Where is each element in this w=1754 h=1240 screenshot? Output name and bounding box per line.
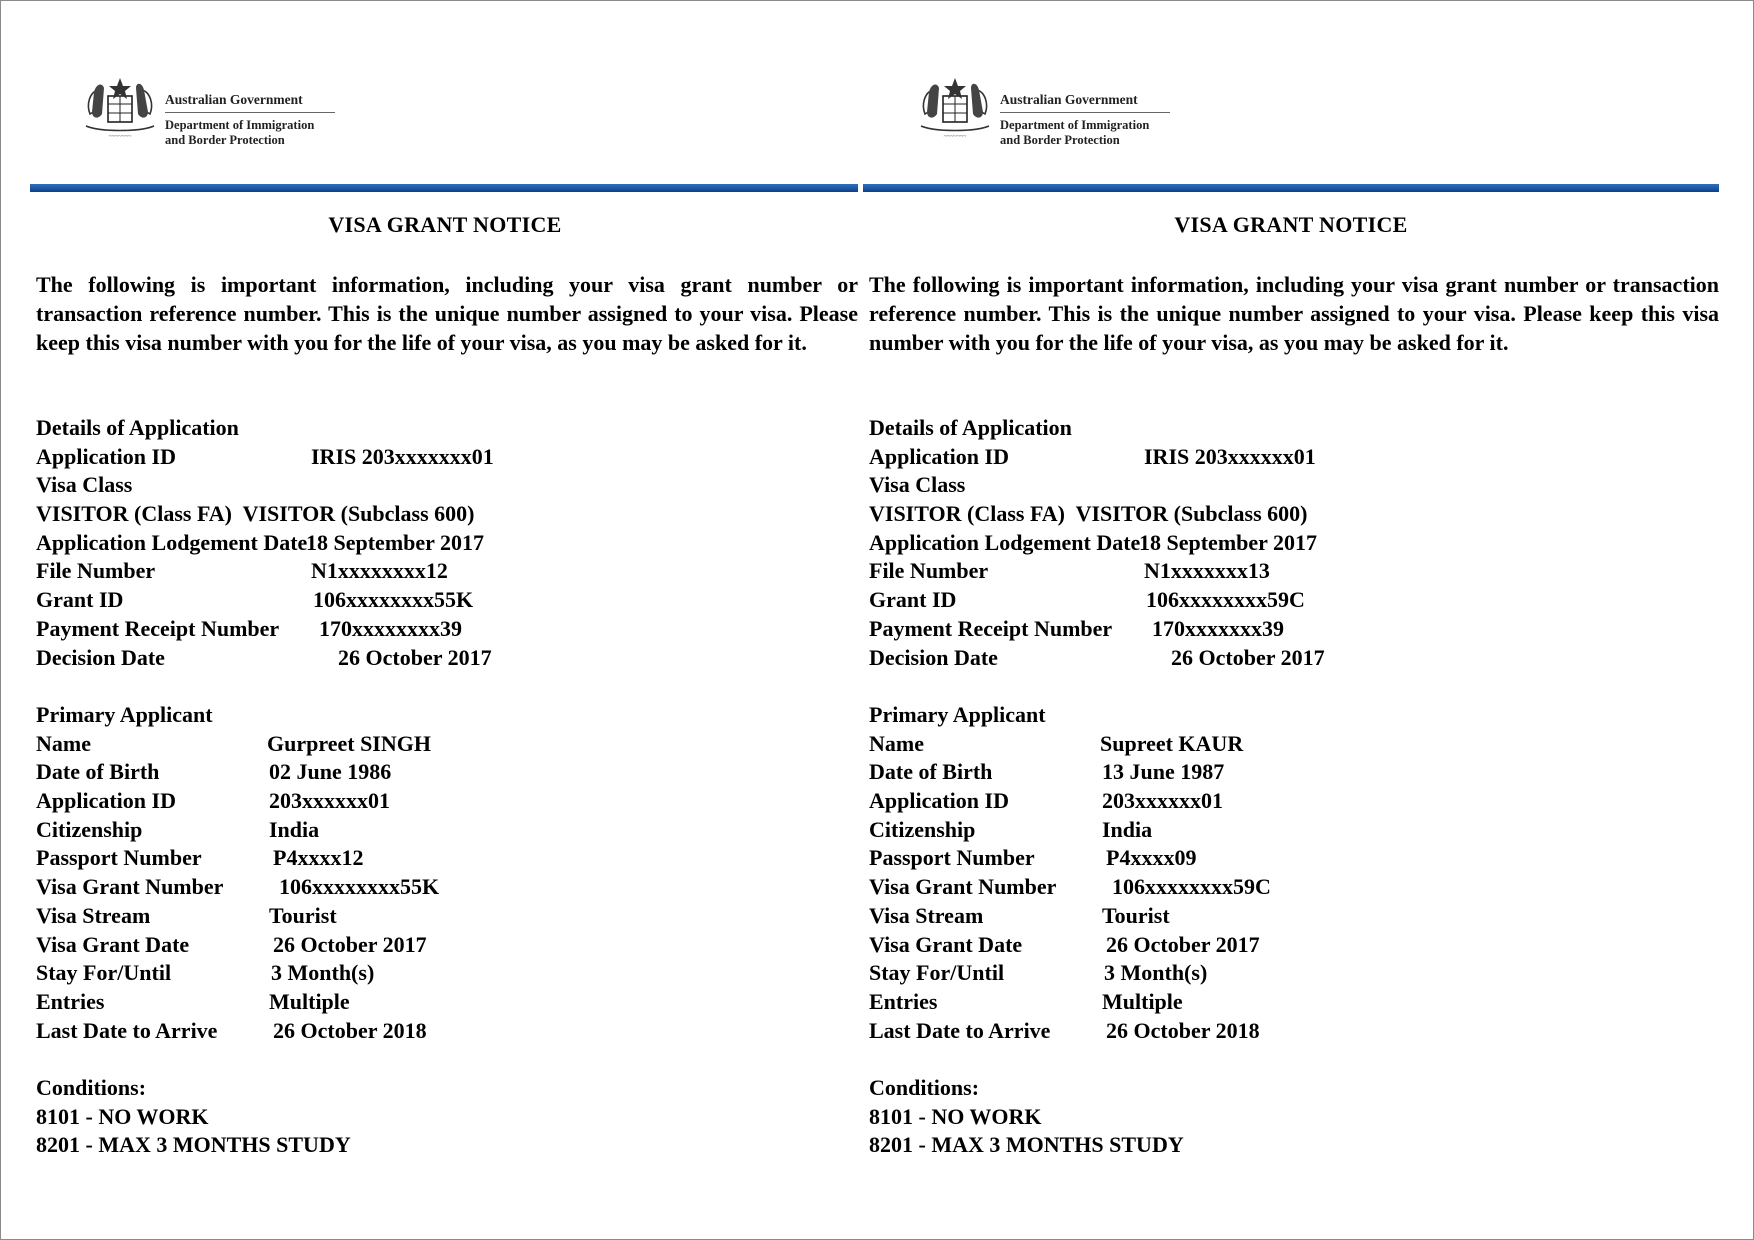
- field-label: Application ID: [36, 788, 176, 814]
- field-label: Payment Receipt Number: [869, 615, 1113, 641]
- citizenship-value: India: [1102, 816, 1153, 842]
- application-id-value: IRIS 203xxxxxxx01: [311, 443, 494, 469]
- visa-notice-right: [833, 0, 1719, 1240]
- decision-date-value: 26 October 2017: [1171, 644, 1325, 670]
- field-label: File Number: [869, 558, 989, 584]
- section-heading: Primary Applicant: [36, 702, 213, 727]
- section-heading: Conditions:: [869, 1075, 980, 1100]
- file-number-value: N1xxxxxxxx12: [311, 558, 448, 584]
- payment-receipt-value: 170xxxxxxx39: [1152, 615, 1284, 641]
- government-header: [80, 74, 400, 154]
- field-label: Passport Number: [36, 845, 202, 871]
- field-label: Visa Grant Number: [869, 874, 1057, 900]
- stay-value: 3 Month(s): [271, 960, 375, 986]
- lodgement-date-value: 18 September 2017: [1139, 529, 1318, 555]
- visa-class-value: VISITOR (Class FA) VISITOR (Subclass 600): [869, 501, 1308, 527]
- citizenship-value: India: [269, 816, 320, 842]
- field-label: Name: [869, 730, 924, 756]
- field-label: Stay For/Until: [36, 960, 172, 986]
- field-label: Visa Class: [869, 472, 966, 498]
- field-label: File Number: [36, 558, 156, 584]
- condition-item: 8101 - NO WORK: [36, 1103, 209, 1129]
- grant-number-value: 106xxxxxxxx55K: [279, 874, 440, 900]
- last-date-value: 26 October 2018: [1106, 1017, 1260, 1043]
- section-heading: Primary Applicant: [869, 702, 1046, 727]
- field-label: Citizenship: [869, 816, 976, 842]
- field-label: Grant ID: [869, 587, 957, 613]
- department-name-line2: and Border Protection: [1000, 133, 1120, 147]
- field-label: Entries: [36, 988, 105, 1014]
- department-name-line2: and Border Protection: [165, 133, 285, 147]
- field-label: Visa Grant Date: [36, 931, 190, 957]
- coat-of-arms-icon: [915, 74, 995, 142]
- intro-paragraph: The following is important information, including your visa grant number or transaction reference number. This is the unique number assigned to your visa. Please keep this visa number with you for the life of your visa, as you may be asked for it.: [869, 272, 1719, 355]
- field-label: Last Date to Arrive: [36, 1017, 218, 1043]
- department-name-line1: Department of Immigration: [1000, 118, 1150, 132]
- applicant-id-value: 203xxxxxx01: [1102, 788, 1223, 814]
- grant-date-value: 26 October 2017: [1106, 931, 1260, 957]
- field-label: Application ID: [869, 788, 1009, 814]
- application-id-value: IRIS 203xxxxxx01: [1144, 443, 1316, 469]
- section-heading: Conditions:: [36, 1075, 147, 1100]
- grant-date-value: 26 October 2017: [273, 931, 427, 957]
- field-label: Application ID: [869, 443, 1009, 469]
- passport-value: P4xxxx09: [1106, 845, 1197, 871]
- condition-item: 8201 - MAX 3 MONTHS STUDY: [869, 1132, 1184, 1158]
- field-label: Citizenship: [36, 816, 143, 842]
- field-label: Application Lodgement Date: [36, 529, 308, 555]
- field-label: Passport Number: [869, 845, 1035, 871]
- lodgement-date-value: 18 September 2017: [306, 529, 485, 555]
- header-rule: [30, 184, 858, 192]
- field-label: Grant ID: [36, 587, 124, 613]
- applicant-id-value: 203xxxxxx01: [269, 788, 390, 814]
- intro-paragraph: The following is important information, including your visa grant number or transaction reference number. This is the unique number assigned to your visa. Please keep this visa number with you for the life of your visa, as you may be asked for it.: [36, 272, 858, 355]
- field-label: Visa Class: [36, 472, 133, 498]
- applicant-name-value: Supreet KAUR: [1100, 730, 1244, 756]
- entries-value: Multiple: [269, 988, 350, 1014]
- entries-value: Multiple: [1102, 988, 1183, 1014]
- field-label: Date of Birth: [36, 759, 160, 785]
- stream-value: Tourist: [1102, 902, 1170, 928]
- passport-value: P4xxxx12: [273, 845, 364, 871]
- visa-class-value: VISITOR (Class FA) VISITOR (Subclass 600): [36, 501, 475, 527]
- department-text: [1000, 92, 1230, 148]
- field-label: Application ID: [36, 443, 176, 469]
- svg-text:~~~~~~~: ~~~~~~~: [943, 134, 967, 140]
- field-label: Payment Receipt Number: [36, 615, 280, 641]
- dob-value: 13 June 1987: [1102, 759, 1225, 785]
- section-heading: Details of Application: [869, 415, 1072, 440]
- field-label: Visa Grant Date: [869, 931, 1023, 957]
- field-label: Entries: [869, 988, 938, 1014]
- field-label: Visa Stream: [36, 902, 151, 928]
- field-label: Decision Date: [869, 644, 998, 670]
- field-label: Application Lodgement Date: [869, 529, 1141, 555]
- file-number-value: N1xxxxxxx13: [1144, 558, 1270, 584]
- grant-id-value: 106xxxxxxxx55K: [313, 587, 474, 613]
- payment-receipt-value: 170xxxxxxxx39: [319, 615, 462, 641]
- field-label: Last Date to Arrive: [869, 1017, 1051, 1043]
- applicant-name-value: Gurpreet SINGH: [267, 730, 431, 756]
- condition-item: 8101 - NO WORK: [869, 1103, 1042, 1129]
- government-header: [915, 74, 1235, 154]
- dob-value: 02 June 1986: [269, 759, 392, 785]
- last-date-value: 26 October 2018: [273, 1017, 427, 1043]
- department-text: [165, 92, 395, 148]
- svg-text:~~~~~~~: ~~~~~~~: [108, 134, 132, 140]
- government-name: Australian Government: [165, 92, 335, 113]
- government-name: Australian Government: [1000, 92, 1170, 113]
- grant-id-value: 106xxxxxxxx59C: [1146, 587, 1305, 613]
- field-label: Name: [36, 730, 91, 756]
- department-name-line1: Department of Immigration: [165, 118, 315, 132]
- field-label: Visa Grant Number: [36, 874, 224, 900]
- grant-number-value: 106xxxxxxxx59C: [1112, 874, 1271, 900]
- condition-item: 8201 - MAX 3 MONTHS STUDY: [36, 1132, 351, 1158]
- field-label: Visa Stream: [869, 902, 984, 928]
- notice-title: VISA GRANT NOTICE: [328, 212, 562, 237]
- visa-notice-left: [0, 0, 858, 1240]
- section-heading: Details of Application: [36, 415, 239, 440]
- field-label: Date of Birth: [869, 759, 993, 785]
- notice-title: VISA GRANT NOTICE: [1174, 212, 1408, 237]
- coat-of-arms-icon: [80, 74, 160, 142]
- header-rule: [863, 184, 1719, 192]
- field-label: Decision Date: [36, 644, 165, 670]
- stream-value: Tourist: [269, 902, 337, 928]
- field-label: Stay For/Until: [869, 960, 1005, 986]
- decision-date-value: 26 October 2017: [338, 644, 492, 670]
- stay-value: 3 Month(s): [1104, 960, 1208, 986]
